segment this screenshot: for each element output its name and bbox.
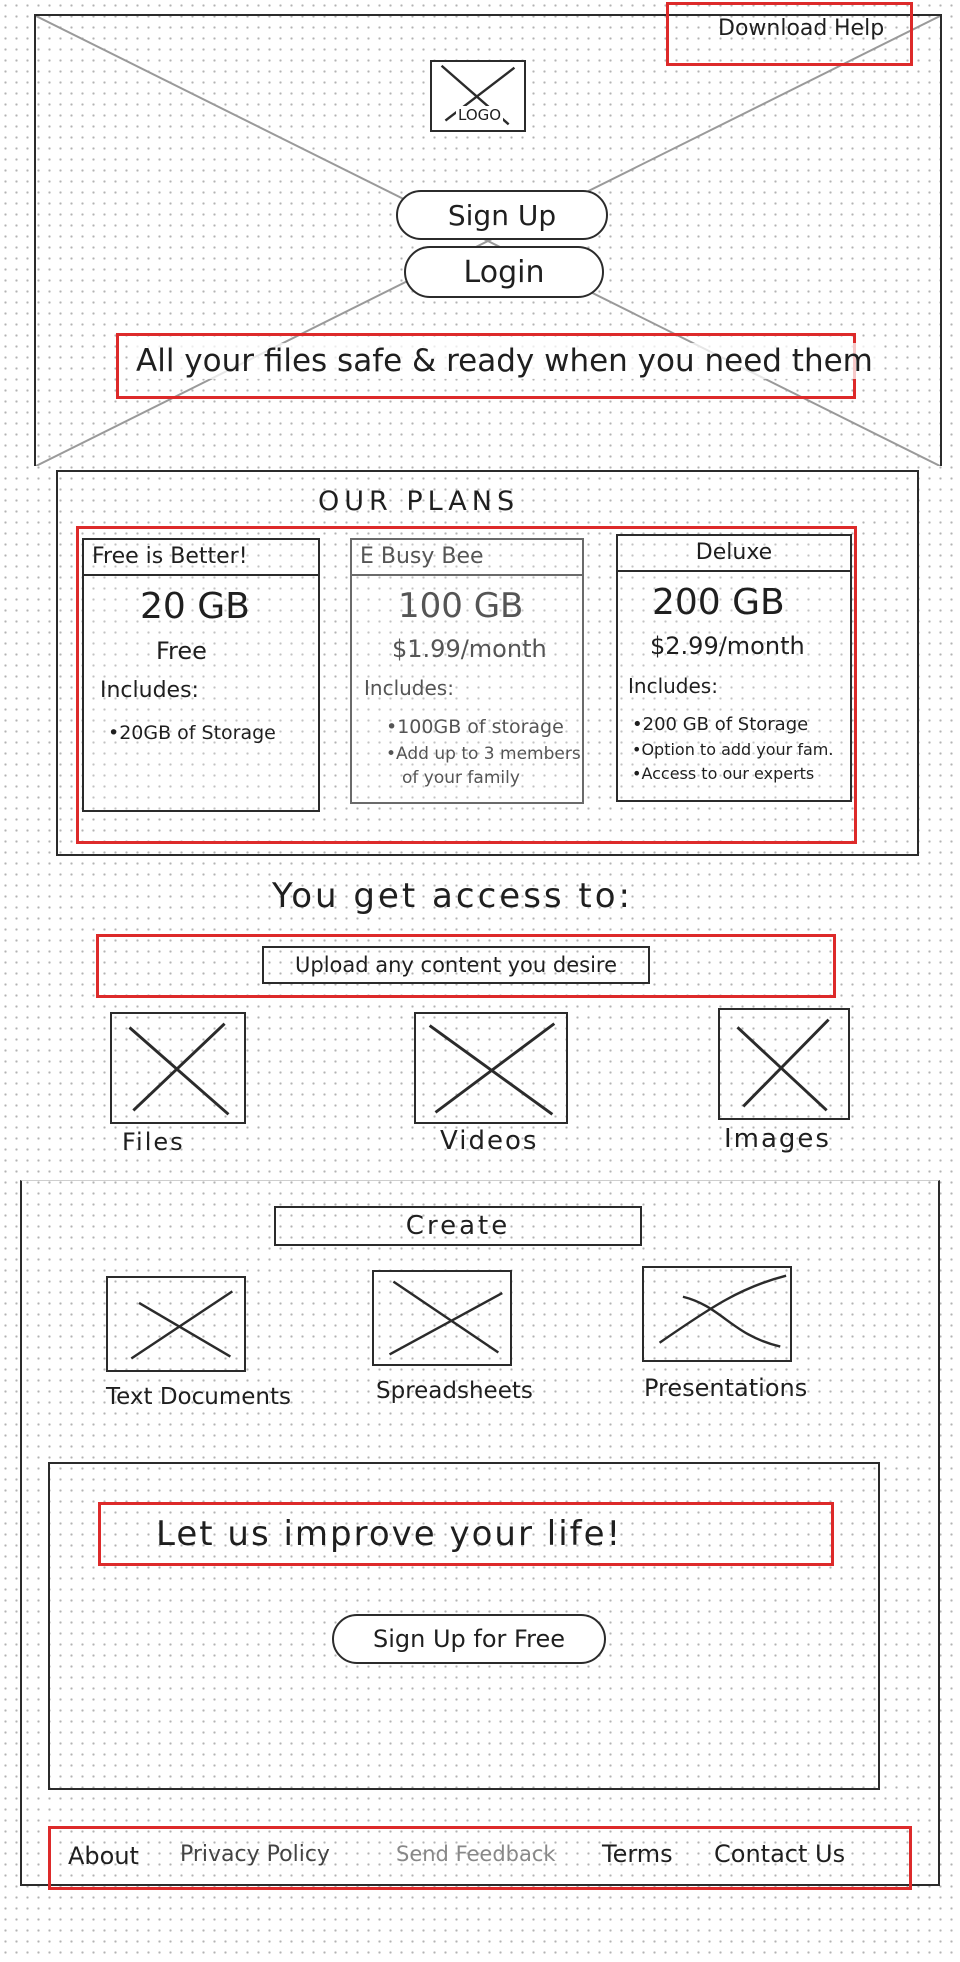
plan-price: $1.99/month xyxy=(392,635,547,663)
text-documents-thumbnail[interactable] xyxy=(106,1276,246,1372)
plan-feature: of your family xyxy=(402,768,520,788)
login-button[interactable] xyxy=(404,246,604,298)
spreadsheets-label: Spreadsheets xyxy=(376,1378,533,1404)
hero-tagline: All your files safe & ready when you need them xyxy=(132,343,877,379)
upload-label-text: Upload any content you desire xyxy=(295,953,617,977)
image-placeholder-icon xyxy=(416,1014,566,1122)
plan-feature: •200 GB of Storage xyxy=(632,714,809,735)
signup-button[interactable] xyxy=(396,190,608,240)
image-placeholder-icon xyxy=(112,1014,244,1122)
signup-button-label: Sign Up xyxy=(447,198,557,232)
image-placeholder-icon xyxy=(644,1268,790,1360)
videos-label: Videos xyxy=(440,1126,539,1156)
videos-thumbnail[interactable] xyxy=(414,1012,568,1124)
plan-feature: •Add up to 3 members xyxy=(386,744,581,764)
plan-price: Free xyxy=(156,637,207,665)
plan-includes-label: Includes: xyxy=(364,676,454,700)
files-thumbnail[interactable] xyxy=(110,1012,246,1124)
plan-storage: 20 GB xyxy=(140,586,250,627)
create-heading-box xyxy=(274,1206,642,1246)
download-link[interactable]: Download xyxy=(718,16,828,41)
footer-link-contact-us[interactable]: Contact Us xyxy=(714,1840,846,1868)
images-label: Images xyxy=(724,1124,831,1154)
plan-storage: 100 GB xyxy=(398,586,524,626)
plan-price: $2.99/month xyxy=(650,632,805,660)
image-placeholder-icon xyxy=(720,1010,848,1118)
plans-title: OUR PLANS xyxy=(318,486,520,517)
plan-feature: •20GB of Storage xyxy=(108,722,276,744)
spreadsheets-thumbnail[interactable] xyxy=(372,1270,512,1366)
presentations-thumbnail[interactable] xyxy=(642,1266,792,1362)
plan-card-deluxe[interactable] xyxy=(616,534,852,802)
images-thumbnail[interactable] xyxy=(718,1008,850,1120)
plan-feature: •100GB of storage xyxy=(386,716,564,738)
signup-free-button-label: Sign Up for Free xyxy=(373,1625,565,1653)
logo-label: LOGO xyxy=(458,106,502,124)
help-link[interactable]: Help xyxy=(834,16,885,41)
access-heading: You get access to: xyxy=(272,876,634,916)
plan-name: Free is Better! xyxy=(84,540,318,576)
logo[interactable] xyxy=(430,60,526,132)
login-button-label: Login xyxy=(463,254,545,290)
signup-free-button[interactable] xyxy=(332,1614,606,1664)
footer-link-send-feedback[interactable]: Send Feedback xyxy=(396,1842,556,1866)
image-placeholder-icon xyxy=(108,1278,244,1370)
upload-content-label[interactable] xyxy=(262,946,650,984)
plan-storage: 200 GB xyxy=(652,582,785,623)
cta-headline: Let us improve your life! xyxy=(156,1514,623,1554)
plan-card-free[interactable] xyxy=(82,538,320,812)
files-label: Files xyxy=(122,1128,185,1156)
presentations-label: Presentations xyxy=(644,1374,808,1402)
create-heading: Create xyxy=(405,1211,511,1241)
footer-link-about[interactable]: About xyxy=(68,1842,139,1870)
plan-feature: •Access to our experts xyxy=(632,764,815,783)
footer-link-terms[interactable]: Terms xyxy=(602,1840,673,1868)
image-placeholder-icon xyxy=(374,1272,510,1364)
plan-card-busy-bee[interactable] xyxy=(350,538,584,804)
plan-includes-label: Includes: xyxy=(100,678,199,703)
plan-name: Deluxe xyxy=(618,536,850,572)
plan-name: E Busy Bee xyxy=(352,540,582,576)
plan-feature: •Option to add your fam. xyxy=(632,740,834,759)
plan-includes-label: Includes: xyxy=(628,674,718,698)
footer-link-privacy-policy[interactable]: Privacy Policy xyxy=(180,1842,330,1867)
text-documents-label: Text Documents xyxy=(106,1384,291,1410)
